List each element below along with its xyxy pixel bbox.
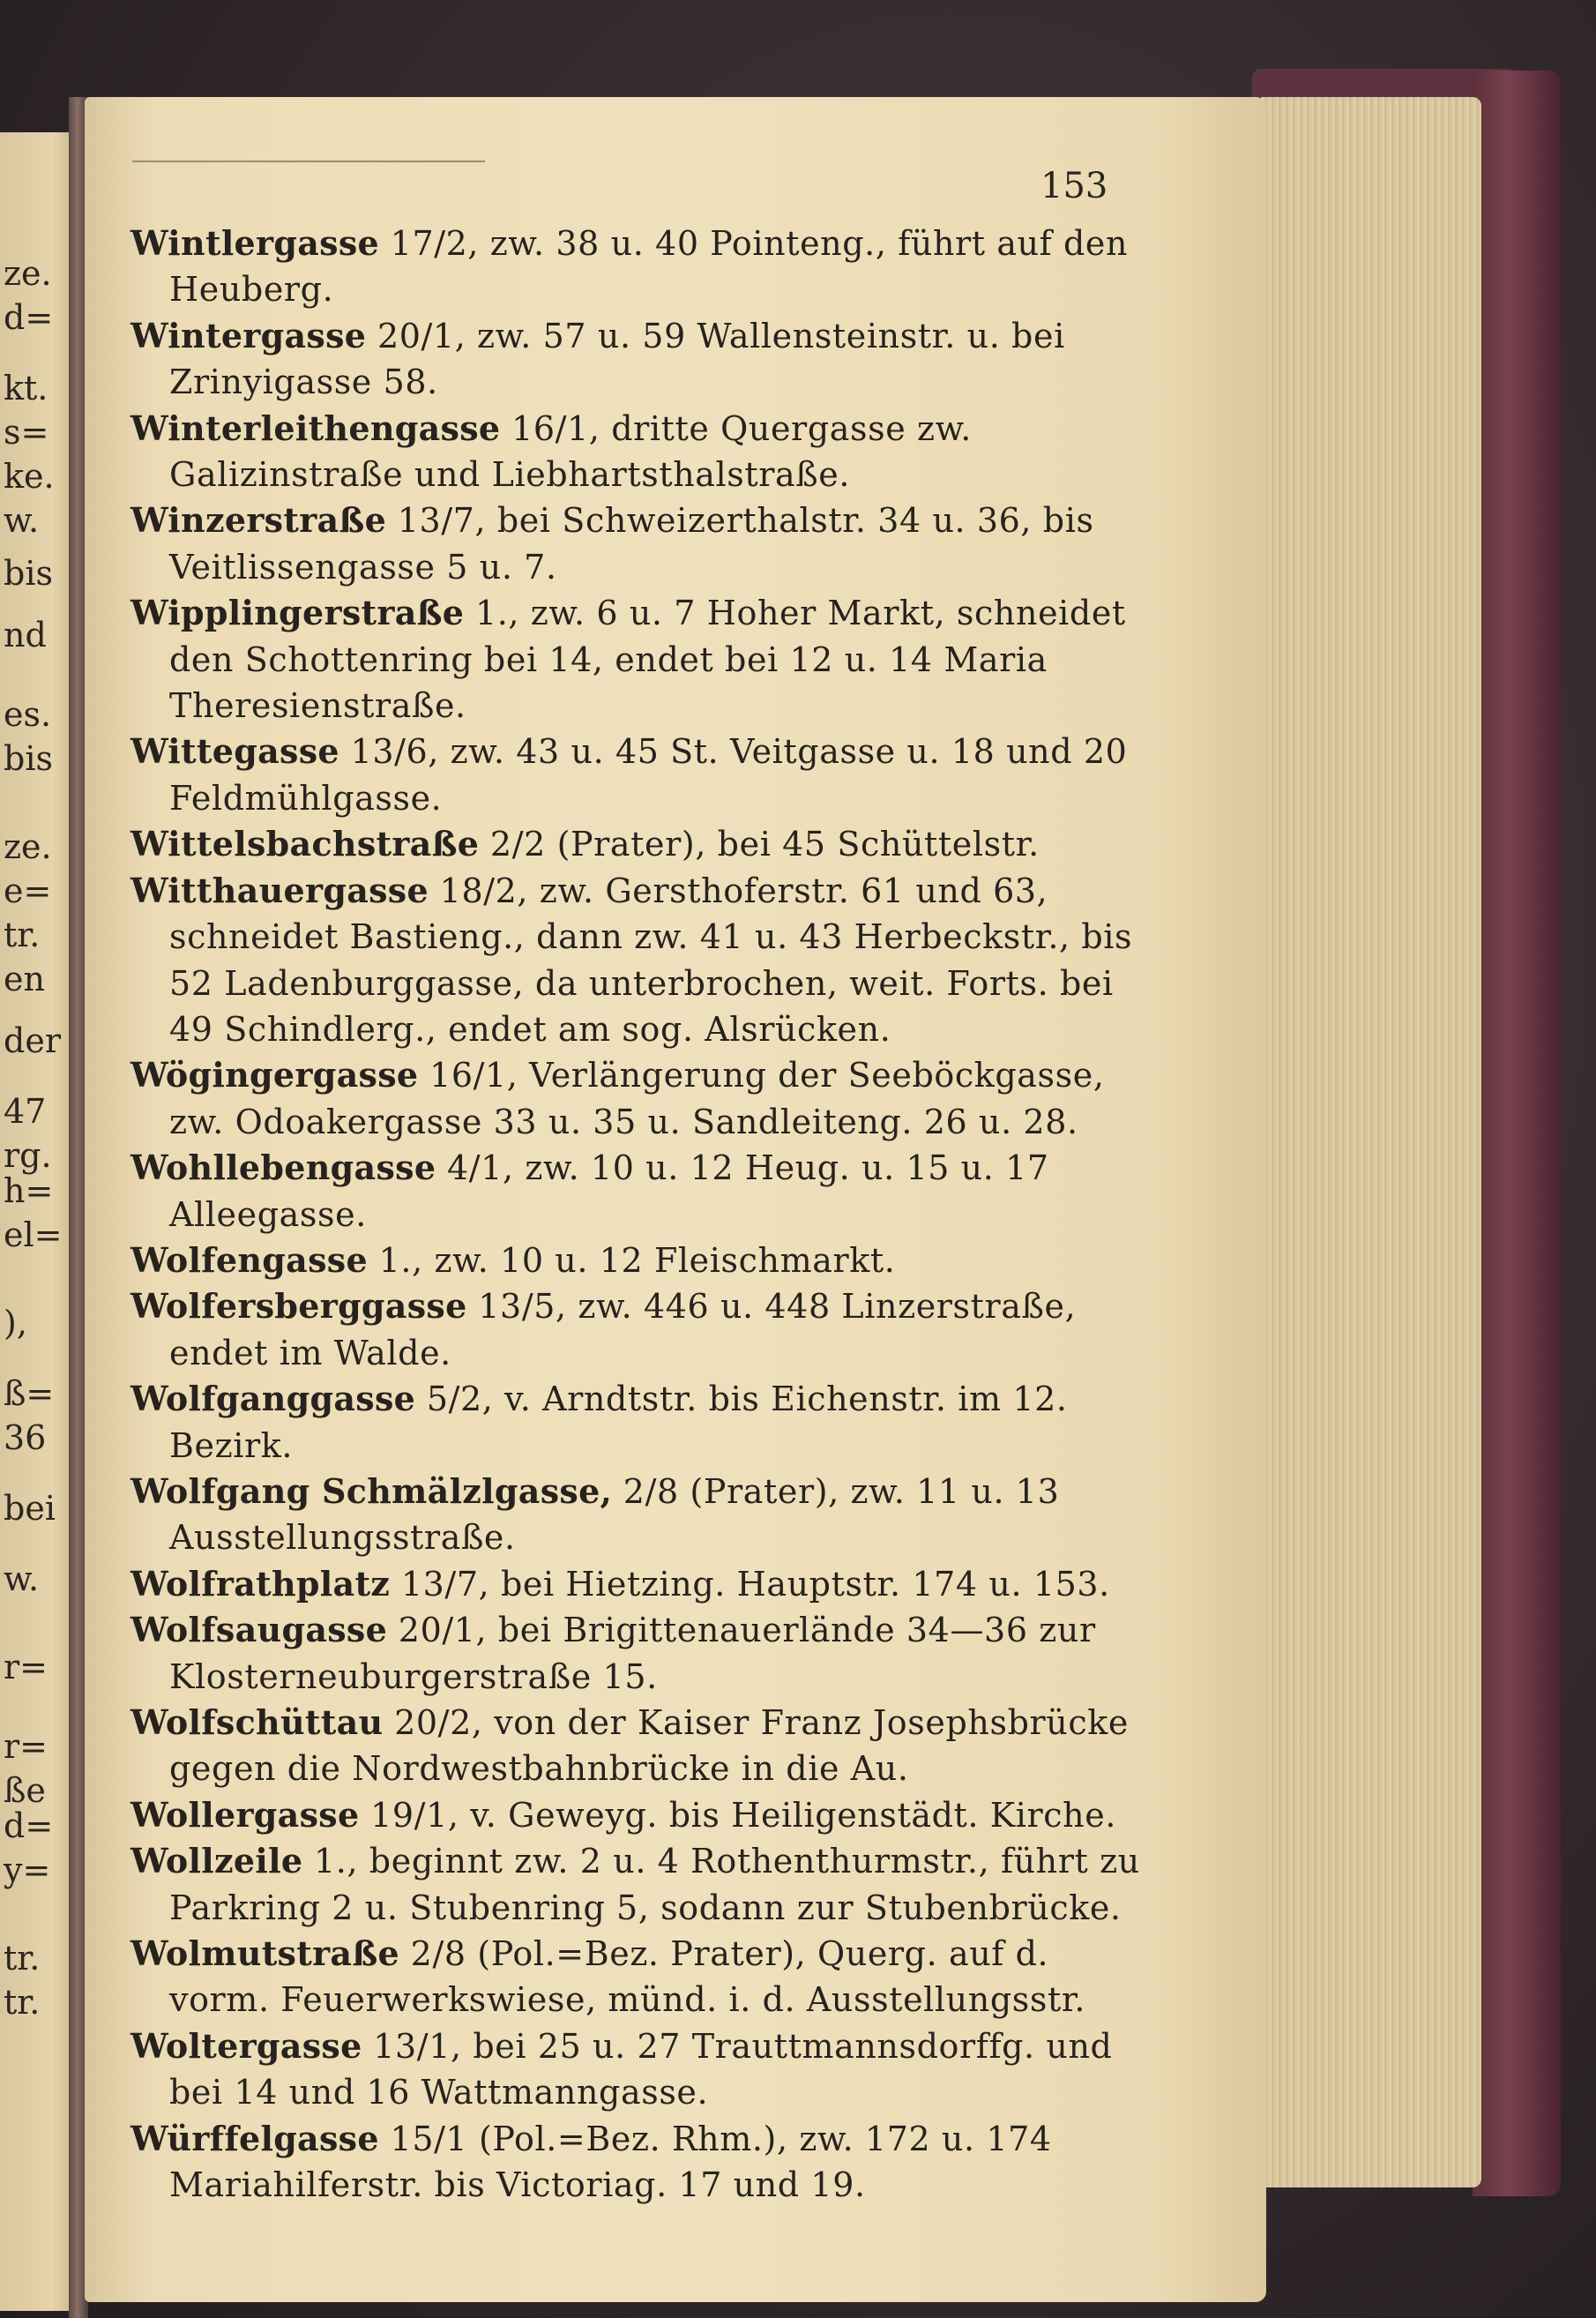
directory-entry (131, 1700, 1145, 1792)
directory-entry (131, 1283, 1145, 1376)
street-name: Wolfrathplatz (131, 1563, 391, 1604)
street-description: 13/7, bei Hietzing. Hauptstr. 174 u. 153. (390, 1564, 1110, 1604)
left-page-fragment: h= (4, 1171, 54, 1210)
directory-entry (131, 221, 1145, 313)
left-page-fragment: r= (4, 1648, 48, 1686)
directory-entry (131, 821, 1145, 867)
directory-entry (131, 2023, 1145, 2116)
left-page-fragment: ße (4, 1771, 46, 1810)
street-name: Wipplingerstraße (131, 593, 465, 633)
directory-entry (131, 868, 1145, 1053)
street-name: Witthauergasse (131, 870, 429, 910)
left-facing-page (0, 132, 75, 2311)
street-description: 2/8 (Prater), zw. 11 u. 13 Ausstellungsstraße. (169, 1471, 1060, 1558)
left-page-fragment: rg. (4, 1136, 52, 1175)
left-page-fragment: tr. (4, 916, 41, 954)
left-page-fragment: 36 (4, 1418, 47, 1457)
left-page-fragment: y= (4, 1851, 51, 1889)
street-description: 2/8 (Pol.=Bez. Prater), Querg. auf d. vorm. Feuerwerkswiese, münd. i. d. Ausstellungsstr. (169, 1934, 1086, 2020)
directory-entry (131, 1607, 1145, 1700)
directory-entry (131, 1561, 1145, 1607)
left-page-fragment: nd (4, 616, 47, 654)
left-page-fragment: bis (4, 554, 53, 593)
directory-entry (131, 1145, 1145, 1238)
street-name: Würffelgasse (131, 2118, 379, 2158)
directory-entry (131, 1792, 1145, 1838)
left-page-fragment: ke. (4, 457, 55, 496)
left-page-fragment: el= (4, 1215, 63, 1254)
left-page-fragment: ß= (4, 1374, 55, 1413)
street-description: 5/2, v. Arndtstr. bis Eichenstr. im 12. Bezirk. (169, 1380, 1068, 1465)
street-description: 17/2, zw. 38 u. 40 Pointeng., führt auf den Heuberg. (169, 224, 1129, 310)
street-name: Wollzeile (131, 1841, 303, 1881)
directory-entry (131, 1838, 1145, 1931)
street-name: Wolmutstraße (131, 1933, 399, 1974)
left-page-fragment: bei (4, 1489, 56, 1528)
directory-entry (131, 1376, 1145, 1469)
page-edges (1261, 97, 1481, 2187)
page-number: 153 (1040, 166, 1108, 206)
street-name: Wolfersberggasse (131, 1286, 467, 1327)
street-description: 1., zw. 10 u. 12 Fleischmarkt. (367, 1240, 896, 1280)
left-page-fragment: tr. (4, 1983, 41, 2022)
street-description: 13/1, bei 25 u. 27 Trauttmannsdorffg. und bei 14 und 16 Wattmanngasse. (169, 2026, 1113, 2112)
left-page-fragment: der (4, 1021, 61, 1060)
header-rule (132, 161, 485, 162)
left-page-fragment: e= (4, 871, 52, 910)
street-name: Wögingergasse (131, 1055, 419, 1095)
book-cover-edge (1473, 71, 1561, 2196)
directory-entry (131, 2116, 1145, 2209)
directory-entry (131, 313, 1145, 406)
street-directory-list (131, 221, 1145, 2208)
street-name: Wintergasse (131, 315, 367, 355)
left-page-fragment: es. (4, 695, 52, 734)
street-name: Wittegasse (131, 731, 339, 772)
street-description: 20/1, bei Brigittenauerlände 34—36 zur Klosterneuburgerstraße 15. (169, 1611, 1096, 1696)
street-description: 13/5, zw. 446 u. 448 Linzerstraße, endet im Walde. (169, 1287, 1077, 1372)
street-name: Woltergasse (131, 2025, 362, 2066)
left-page-fragment: tr. (4, 1939, 41, 1978)
street-description: 20/1, zw. 57 u. 59 Wallensteinstr. u. bei Zrinyigasse 58. (169, 316, 1065, 402)
street-name: Winzerstraße (131, 500, 387, 541)
street-name: Wohllebengasse (131, 1148, 436, 1188)
directory-entry (131, 497, 1145, 590)
street-description: 13/7, bei Schweizerthalstr. 34 u. 36, bis Veitlissengasse 5 u. 7. (169, 501, 1094, 587)
street-name: Wolfgang Schmälzlgasse, (131, 1470, 613, 1511)
street-description: 2/2 (Prater), bei 45 Schüttelstr. (479, 825, 1040, 864)
street-description: 1., zw. 6 u. 7 Hoher Markt, schneidet den Schottenring bei 14, endet bei 12 u. 14 Maria Theresienstraße. (169, 594, 1126, 726)
directory-entry (131, 1052, 1145, 1145)
left-page-fragment: d= (4, 1806, 54, 1845)
directory-entry (131, 1238, 1145, 1283)
street-description: 1., beginnt zw. 2 u. 4 Rothenthurmstr., führt zu Parkring 2 u. Stubenring 5, sodann zur Stubenbrücke. (169, 1842, 1140, 1927)
left-page-fragment: bis (4, 739, 53, 778)
directory-entry (131, 406, 1145, 498)
street-description: 4/1, zw. 10 u. 12 Heug. u. 15 u. 17 Alleegasse. (169, 1148, 1049, 1234)
left-page-fragment: en (4, 960, 45, 998)
directory-entry (131, 729, 1145, 821)
left-page-fragment: 47 (4, 1092, 47, 1131)
street-description: 13/6, zw. 43 u. 45 St. Veitgasse u. 18 und 20 Feldmühlgasse. (169, 732, 1128, 818)
left-page-fragment: w. (4, 501, 40, 540)
street-name: Wolfganggasse (131, 1379, 416, 1419)
street-name: Wolfsaugasse (131, 1610, 388, 1650)
street-name: Winterleithengasse (131, 408, 501, 448)
street-description: 18/2, zw. Gersthoferstr. 61 und 63, schneidet Bastieng., dann zw. 41 u. 43 Herbeckstr., bis 52 Ladenburggasse, da unterbrochen, weit. Forts. bei 49 Schindlerg., endet am sog. Alsrücken. (169, 871, 1133, 1049)
directory-entry (131, 1469, 1145, 1561)
street-name: Wintlergasse (131, 223, 380, 263)
left-page-fragment: d= (4, 298, 54, 337)
street-description: 19/1, v. Geweyg. bis Heiligenstädt. Kirche. (359, 1795, 1116, 1835)
left-page-fragment: s= (4, 413, 49, 452)
directory-entry (131, 1931, 1145, 2023)
left-page-fragment: w. (4, 1559, 40, 1598)
street-description: 15/1 (Pol.=Bez. Rhm.), zw. 172 u. 174 Mariahilferstr. bis Victoriag. 17 und 19. (169, 2119, 1052, 2205)
street-description: 16/1, dritte Quergasse zw. Galizinstraße und Liebhartsthalstraße. (169, 408, 972, 495)
directory-entry (131, 590, 1145, 729)
street-name: Wollergasse (131, 1794, 360, 1835)
street-name: Wittelsbachstraße (131, 824, 480, 864)
street-description: 20/2, von der Kaiser Franz Josephsbrücke gegen die Nordwestbahnbrücke in die Au. (169, 1703, 1129, 1789)
street-name: Wolfengasse (131, 1239, 368, 1280)
left-page-fragment: kt. (4, 369, 48, 408)
left-page-fragment: ze. (4, 254, 52, 293)
left-page-fragment: ze. (4, 827, 52, 866)
street-name: Wolfschüttau (131, 1702, 384, 1742)
left-page-fragment: ), (4, 1304, 27, 1342)
street-description: 16/1, Verlängerung der Seeböckgasse, zw. Odoakergasse 33 u. 35 u. Sandleiteng. 26 u. 28. (169, 1056, 1105, 1141)
left-page-fragment: r= (4, 1727, 48, 1766)
